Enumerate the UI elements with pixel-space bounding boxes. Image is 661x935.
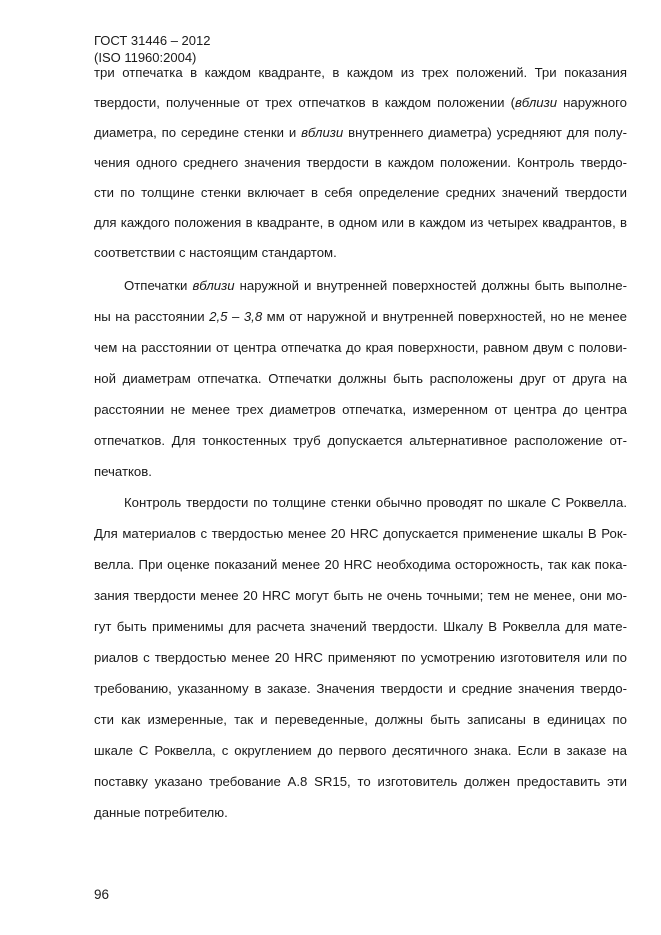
document-header	[94, 32, 210, 66]
paragraph-3-line: Контроль твердости по толщине стенки обычно проводят по шкале С Роквелла.	[124, 495, 627, 510]
paragraph-1-line: твердости, полученные от трех отпечатков в каждом положении (вблизи наружного	[94, 95, 627, 110]
paragraph-3-line: риалов с твердостью менее 20 HRC применяют по усмотрению изготовителя или по	[94, 650, 627, 665]
paragraph-2-line: ной диаметрам отпечатка. Отпечатки должны быть расположены друг от друга на	[94, 371, 627, 386]
paragraph-2-line: печатков.	[94, 464, 152, 479]
paragraph-2-line: расстоянии не менее трех диаметров отпечатка, измеренном от центра до центра	[94, 402, 627, 417]
page-number: 96	[94, 887, 110, 902]
paragraph-1-line: сти по толщине стенки включает в себя определение средних значений твердости	[94, 185, 627, 200]
paragraph-3-line: зания твердости менее 20 HRC могут быть не очень точными; тем не менее, они мо-	[94, 588, 627, 603]
paragraph-3-line: требованию, указанному в заказе. Значения твердости и средние значения твердо-	[94, 681, 627, 696]
iso-reference: (ISO 11960:2004)	[94, 50, 197, 65]
paragraph-3-line: гут быть применимы для расчета значений твердости. Шкалу В Роквелла для мате-	[94, 619, 627, 634]
paragraph-3-line: данные потребителю.	[94, 805, 228, 820]
paragraph-2-line: чем на расстоянии от центра отпечатка до края поверхности, равном двум с полови-	[94, 340, 627, 355]
paragraph-3-line: Для материалов с твердостью менее 20 HRC допускается применение шкалы В Рок-	[94, 526, 627, 541]
paragraph-1-line: соответствии с настоящим стандартом.	[94, 245, 337, 260]
paragraph-3-line: поставку указано требование А.8 SR15, то изготовитель должен предоставить эти	[94, 774, 627, 789]
paragraph-2-line: отпечатков. Для тонкостенных труб допускается альтернативное расположение от-	[94, 433, 627, 448]
paragraph-2-line: ны на расстоянии 2,5 – 3,8 мм от наружной и внутренней поверхностей, но не менее	[94, 309, 627, 324]
paragraph-3-line: шкале С Роквелла, с округлением до первого десятичного знака. Если в заказе на	[94, 743, 627, 758]
paragraph-3-line: велла. При оценке показаний менее 20 HRC необходима осторожность, так как пока-	[94, 557, 627, 572]
paragraph-1-line: диаметра, по середине стенки и вблизи внутреннего диаметра) усредняют для полу-	[94, 125, 627, 140]
paragraph-1-line: три отпечатка в каждом квадранте, в каждом из трех положений. Три показания	[94, 65, 627, 80]
paragraph-1-line: для каждого положения в квадранте, в одном или в каждом из четырех квадрантов, в	[94, 215, 627, 230]
paragraph-3-line: сти как измеренные, так и переведенные, должны быть записаны в единицах по	[94, 712, 627, 727]
standard-code: ГОСТ 31446 – 2012	[94, 33, 211, 48]
paragraph-1-line: чения одного среднего значения твердости в каждом положении. Контроль твердо-	[94, 155, 627, 170]
paragraph-2-line: Отпечатки вблизи наружной и внутренней поверхностей должны быть выполне-	[124, 278, 627, 293]
